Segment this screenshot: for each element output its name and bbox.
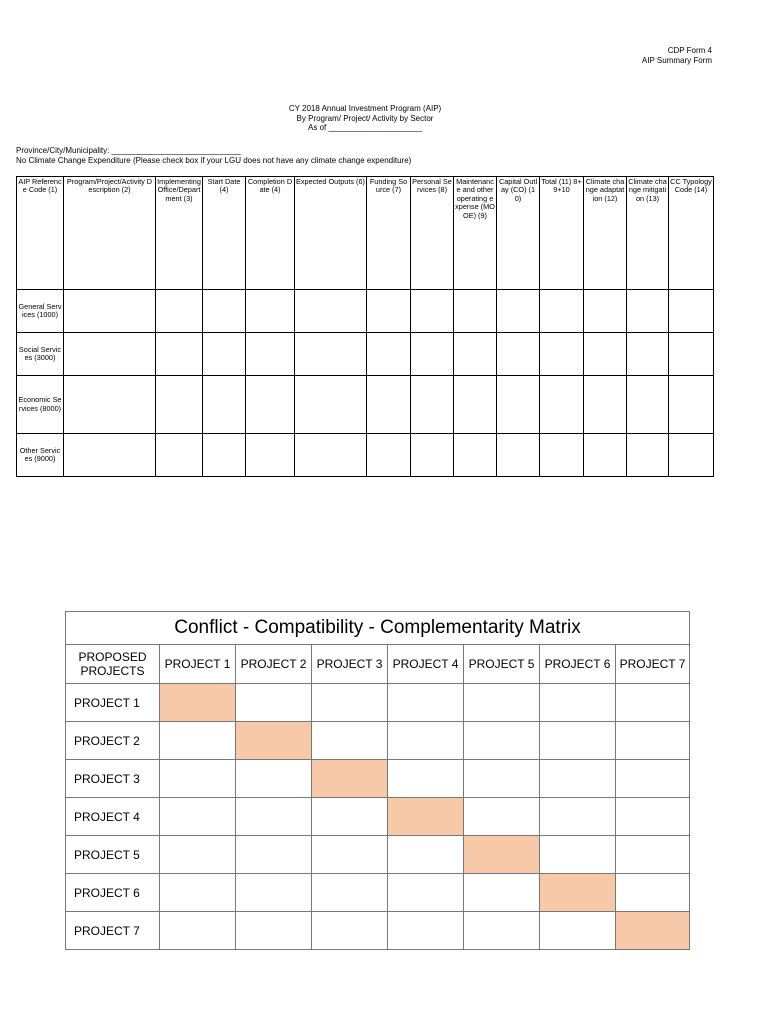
matrix-cell[interactable] [388, 874, 464, 912]
aip-cell[interactable] [584, 376, 627, 434]
matrix-row [66, 874, 690, 912]
matrix-row-header: PROJECT 5 [66, 836, 160, 874]
aip-cell[interactable] [454, 333, 497, 376]
matrix-cell[interactable] [236, 912, 312, 950]
matrix-corner: PROPOSED PROJECTS [66, 645, 160, 684]
aip-header-8: Personal Services (8) [411, 177, 454, 290]
aip-cell[interactable] [295, 376, 367, 434]
title-line-2: By Program/ Project/ Activity by Sector [296, 113, 434, 123]
aip-cell[interactable] [540, 434, 584, 477]
aip-cell[interactable] [246, 290, 295, 333]
no-climate-note: No Climate Change Expenditure (Please check box if your LGU does not have any climate change expenditure) [16, 155, 412, 165]
matrix-cell[interactable] [236, 760, 312, 798]
aip-cell[interactable] [540, 290, 584, 333]
aip-cell[interactable] [246, 434, 295, 477]
aip-cell[interactable] [411, 333, 454, 376]
aip-header-6: Expected Outputs (6) [295, 177, 367, 290]
matrix-cell[interactable] [160, 912, 236, 950]
aip-cell[interactable] [64, 434, 156, 477]
matrix-diagonal-cell[interactable] [616, 912, 690, 950]
matrix-cell[interactable] [540, 836, 616, 874]
aip-cell[interactable] [454, 434, 497, 477]
matrix-cell[interactable] [160, 798, 236, 836]
aip-cell[interactable] [156, 333, 203, 376]
sector-label: Other Services (9000) [17, 434, 64, 477]
aip-cell[interactable] [295, 290, 367, 333]
matrix-cell[interactable] [464, 722, 540, 760]
aip-cell[interactable] [584, 333, 627, 376]
matrix-header-row [66, 645, 690, 684]
matrix-row-header: PROJECT 4 [66, 798, 160, 836]
matrix-cell[interactable] [160, 836, 236, 874]
aip-cell[interactable] [203, 434, 246, 477]
aip-header-2: Program/Project/Activity Description (2) [64, 177, 156, 290]
aip-cell[interactable] [540, 376, 584, 434]
matrix-cell[interactable] [236, 836, 312, 874]
aip-cell[interactable] [367, 434, 411, 477]
matrix-cell[interactable] [464, 874, 540, 912]
matrix-row [66, 798, 690, 836]
aip-cell[interactable] [454, 290, 497, 333]
aip-cell[interactable] [411, 434, 454, 477]
province-field: Province/City/Municipality: _____________________________ [16, 146, 241, 155]
sector-label: Economic Services (8000) [17, 376, 64, 434]
aip-cell[interactable] [669, 376, 714, 434]
matrix-cell[interactable] [616, 874, 690, 912]
document-title [0, 104, 730, 133]
matrix-cell[interactable] [540, 912, 616, 950]
aip-cell[interactable] [367, 290, 411, 333]
matrix-col-header: PROJECT 3 [312, 645, 388, 684]
matrix-cell[interactable] [540, 798, 616, 836]
matrix-cell[interactable] [312, 798, 388, 836]
matrix-cell[interactable] [616, 684, 690, 722]
matrix-row [66, 760, 690, 798]
aip-header-1: AIP Reference Code (1) [17, 177, 64, 290]
aip-cell[interactable] [64, 290, 156, 333]
form-meta [16, 146, 411, 165]
aip-cell[interactable] [669, 434, 714, 477]
aip-header-7: Funding Source (7) [367, 177, 411, 290]
matrix-diagonal-cell[interactable] [388, 798, 464, 836]
matrix-cell[interactable] [388, 684, 464, 722]
matrix-cell[interactable] [388, 836, 464, 874]
aip-sector-row [17, 333, 714, 376]
aip-cell[interactable] [411, 376, 454, 434]
matrix-cell[interactable] [616, 722, 690, 760]
aip-cell[interactable] [627, 434, 669, 477]
aip-cell[interactable] [156, 290, 203, 333]
form-label [642, 46, 712, 66]
aip-table [16, 176, 714, 477]
matrix-diagonal-cell[interactable] [236, 722, 312, 760]
aip-cell[interactable] [627, 376, 669, 434]
aip-cell[interactable] [627, 333, 669, 376]
form-code: CDP Form 4 [667, 46, 712, 55]
ccc-matrix [65, 611, 690, 950]
aip-cell[interactable] [669, 333, 714, 376]
matrix-cell[interactable] [540, 722, 616, 760]
matrix-cell[interactable] [464, 684, 540, 722]
matrix-cell[interactable] [464, 760, 540, 798]
aip-cell[interactable] [497, 290, 540, 333]
matrix-cell[interactable] [236, 798, 312, 836]
aip-sector-row [17, 290, 714, 333]
title-line-3: As of _____________________ [308, 123, 422, 132]
matrix-cell[interactable] [312, 912, 388, 950]
matrix-cell[interactable] [464, 798, 540, 836]
matrix-row [66, 684, 690, 722]
matrix-cell[interactable] [236, 684, 312, 722]
matrix-diagonal-cell[interactable] [312, 760, 388, 798]
matrix-cell[interactable] [388, 912, 464, 950]
aip-cell[interactable] [669, 290, 714, 333]
aip-cell[interactable] [156, 434, 203, 477]
matrix-col-header: PROJECT 7 [616, 645, 690, 684]
matrix-col-header: PROJECT 6 [540, 645, 616, 684]
matrix-diagonal-cell[interactable] [464, 836, 540, 874]
matrix-cell[interactable] [312, 722, 388, 760]
aip-header-12: Climate change adaptation (12) [584, 177, 627, 290]
title-line-1: CY 2018 Annual Investment Program (AIP) [288, 104, 442, 113]
matrix-col-header: PROJECT 1 [160, 645, 236, 684]
aip-header-4: Start Date (4) [203, 177, 246, 290]
aip-header-9: Maintenance and other operating expense (MOOE) (9) [454, 177, 497, 290]
matrix-col-header: PROJECT 5 [464, 645, 540, 684]
aip-cell[interactable] [627, 290, 669, 333]
aip-cell[interactable] [584, 290, 627, 333]
aip-cell[interactable] [497, 434, 540, 477]
sector-label: Social Services (3000) [17, 333, 64, 376]
matrix-row [66, 722, 690, 760]
aip-cell[interactable] [156, 376, 203, 434]
matrix-row [66, 912, 690, 950]
matrix-cell[interactable] [160, 760, 236, 798]
aip-header-13: Climate change mitigation (13) [627, 177, 669, 290]
aip-header-10: Capital Outlay (CO) (10) [497, 177, 540, 290]
matrix-cell[interactable] [236, 874, 312, 912]
matrix-col-header: PROJECT 4 [388, 645, 464, 684]
aip-cell[interactable] [246, 333, 295, 376]
aip-sector-row [17, 434, 714, 477]
aip-cell[interactable] [203, 290, 246, 333]
matrix-cell[interactable] [616, 760, 690, 798]
aip-cell[interactable] [203, 376, 246, 434]
aip-cell[interactable] [497, 333, 540, 376]
matrix-row-header: PROJECT 6 [66, 874, 160, 912]
matrix-cell[interactable] [312, 836, 388, 874]
matrix-cell[interactable] [388, 722, 464, 760]
aip-cell[interactable] [367, 333, 411, 376]
matrix-row-header: PROJECT 1 [66, 684, 160, 722]
matrix-cell[interactable] [540, 684, 616, 722]
matrix-row-header: PROJECT 7 [66, 912, 160, 950]
aip-header-3: Implementing Office/Department (3) [156, 177, 203, 290]
matrix-diagonal-cell[interactable] [160, 684, 236, 722]
matrix-cell[interactable] [312, 684, 388, 722]
aip-header-5: Completion Date (4) [246, 177, 295, 290]
matrix-row [66, 836, 690, 874]
aip-header-14: CC Typology Code (14) [669, 177, 714, 290]
aip-cell[interactable] [295, 333, 367, 376]
matrix-cell[interactable] [388, 760, 464, 798]
aip-cell[interactable] [203, 333, 246, 376]
aip-cell[interactable] [64, 376, 156, 434]
matrix-cell[interactable] [464, 912, 540, 950]
matrix-col-header: PROJECT 2 [236, 645, 312, 684]
aip-cell[interactable] [497, 376, 540, 434]
sector-label: General Services (1000) [17, 290, 64, 333]
aip-cell[interactable] [367, 376, 411, 434]
matrix-cell[interactable] [160, 722, 236, 760]
matrix-row-header: PROJECT 3 [66, 760, 160, 798]
aip-cell[interactable] [454, 376, 497, 434]
matrix-cell[interactable] [540, 760, 616, 798]
matrix-diagonal-cell[interactable] [540, 874, 616, 912]
matrix-cell[interactable] [312, 874, 388, 912]
matrix-title: Conflict - Compatibility - Complementarity Matrix [66, 612, 690, 645]
aip-header-row [17, 177, 714, 290]
aip-sector-row [17, 376, 714, 434]
aip-cell[interactable] [540, 333, 584, 376]
form-name: AIP Summary Form [641, 56, 712, 65]
matrix-cell[interactable] [616, 798, 690, 836]
aip-cell[interactable] [64, 333, 156, 376]
matrix-cell[interactable] [160, 874, 236, 912]
aip-cell[interactable] [295, 434, 367, 477]
aip-cell[interactable] [246, 376, 295, 434]
matrix-cell[interactable] [616, 836, 690, 874]
matrix-row-header: PROJECT 2 [66, 722, 160, 760]
aip-header-11: Total (11) 8+9+10 [540, 177, 584, 290]
aip-cell[interactable] [584, 434, 627, 477]
aip-cell[interactable] [411, 290, 454, 333]
